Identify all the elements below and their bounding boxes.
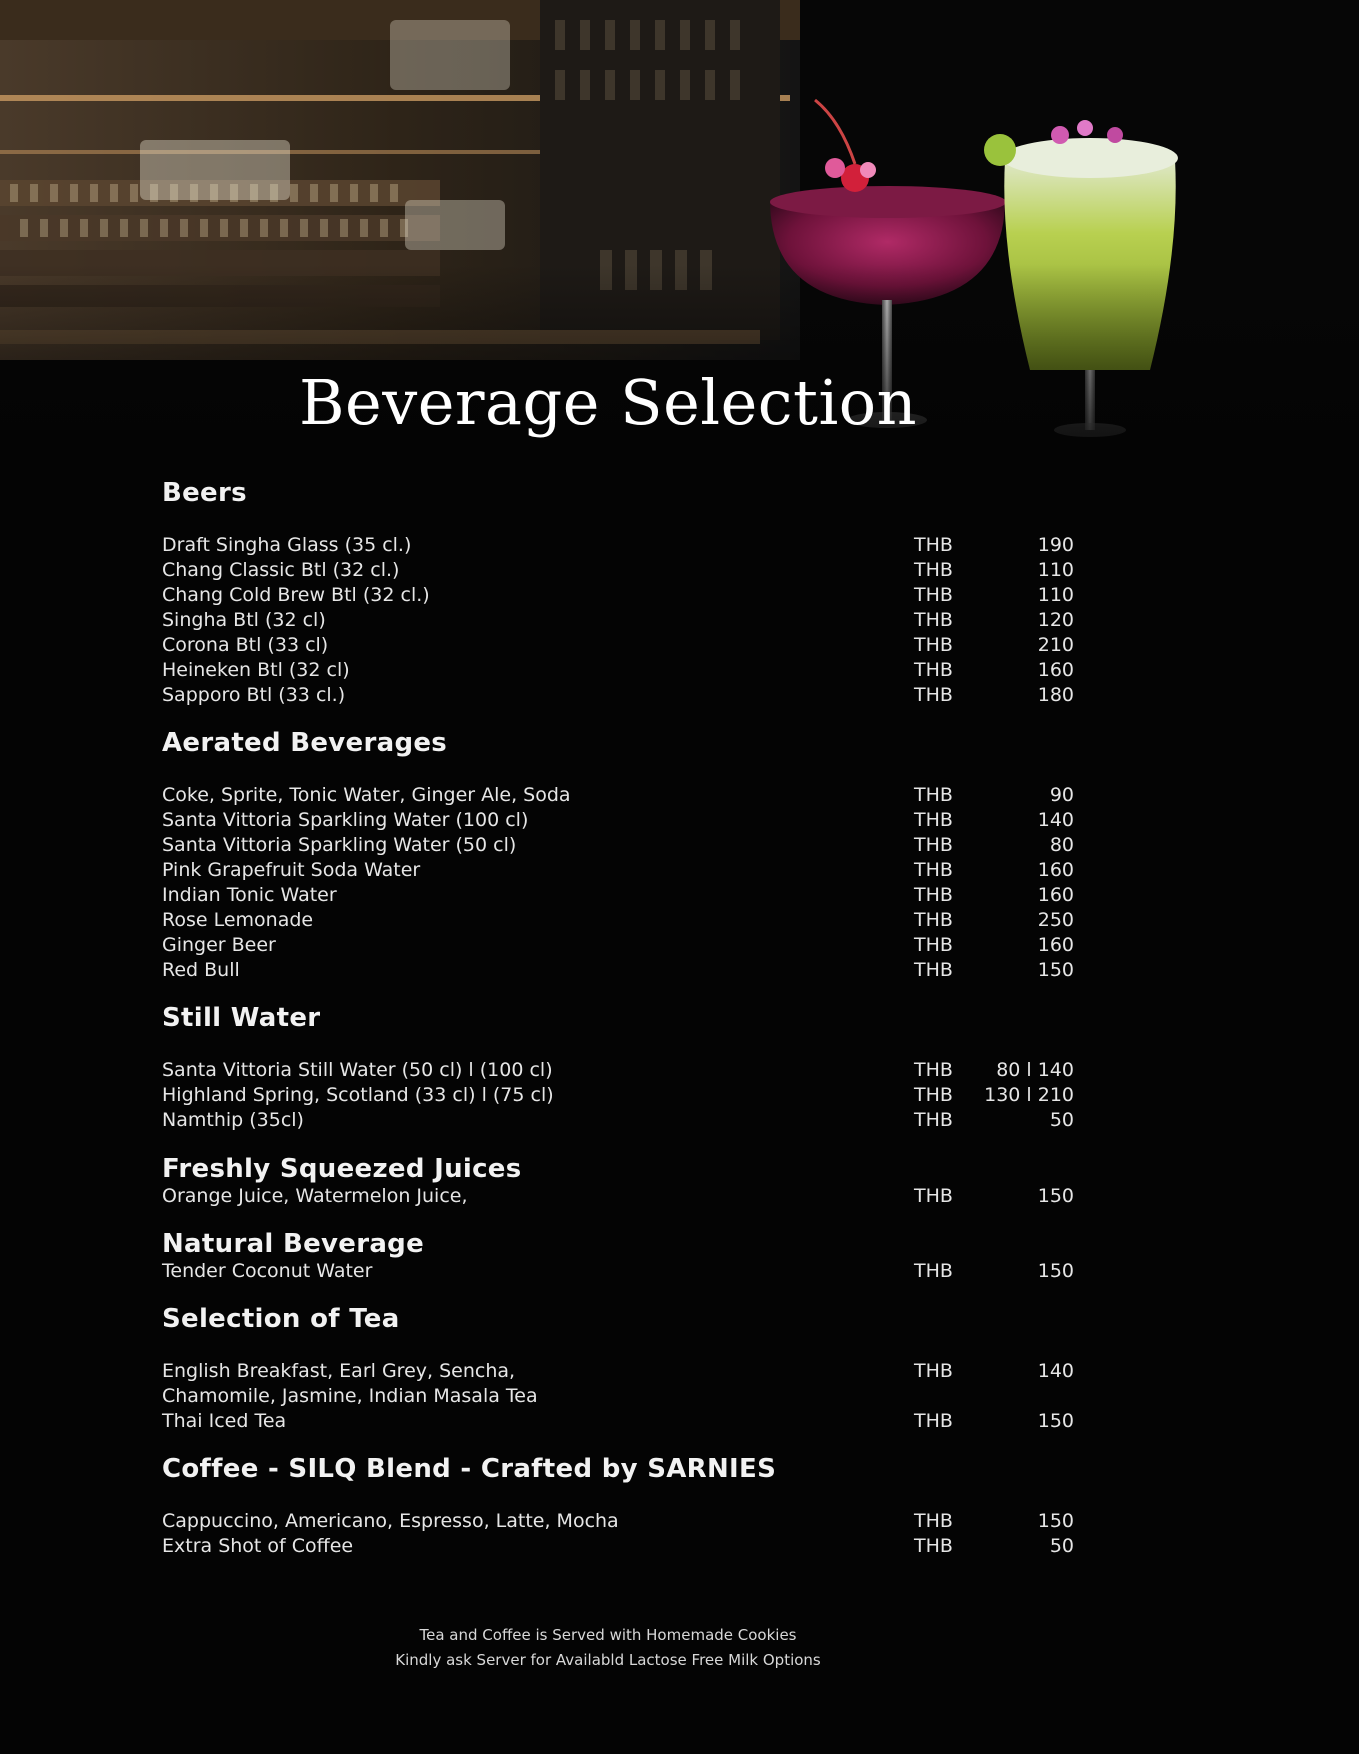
item-price: 250 [1037, 909, 1074, 931]
list-item [162, 1509, 1074, 1534]
item-currency: THB [914, 859, 953, 881]
item-currency: THB [914, 534, 953, 556]
section-coffee [162, 1451, 1074, 1557]
list-item [162, 808, 1074, 833]
item-name: Rose Lemonade [162, 909, 314, 931]
item-price: 140 [1037, 809, 1074, 831]
item-currency: THB [914, 559, 953, 581]
item-name: Extra Shot of Coffee [162, 1535, 354, 1557]
item-price: 160 [1037, 659, 1074, 681]
item-currency: THB [914, 784, 953, 806]
item-name: Highland Spring, Scotland (33 cl) l (75 cl) [162, 1084, 554, 1106]
item-currency: THB [914, 959, 953, 981]
item-price: 150 [1037, 1510, 1074, 1532]
section-heading: Coffee - SILQ Blend - Crafted by SARNIES [162, 1454, 777, 1484]
list-item [162, 958, 1074, 983]
list-item [162, 908, 1074, 933]
list-item [162, 783, 1074, 808]
list-item [162, 833, 1074, 858]
item-name: English Breakfast, Earl Grey, Sencha, [162, 1360, 516, 1382]
item-currency: THB [914, 809, 953, 831]
section-heading: Still Water [162, 1003, 321, 1033]
item-name: Santa Vittoria Sparkling Water (50 cl) [162, 834, 517, 856]
list-item [162, 608, 1074, 633]
item-name: Indian Tonic Water [162, 884, 337, 906]
item-price: 150 [1037, 1185, 1074, 1207]
list-item [162, 1259, 1074, 1284]
section-heading: Aerated Beverages [162, 728, 448, 758]
item-currency: THB [914, 934, 953, 956]
section-heading: Selection of Tea [162, 1304, 400, 1334]
item-currency: THB [914, 659, 953, 681]
item-currency: THB [914, 884, 953, 906]
list-item [162, 533, 1074, 558]
item-price: 150 [1037, 1260, 1074, 1282]
item-currency: THB [914, 1510, 953, 1532]
item-name: Namthip (35cl) [162, 1109, 304, 1131]
section-heading: Beers [162, 478, 247, 508]
item-name: Coke, Sprite, Tonic Water, Ginger Ale, Soda [162, 784, 571, 806]
footer-note-cookies: Tea and Coffee is Served with Homemade Cookies [419, 1626, 797, 1644]
section-heading: Natural Beverage [162, 1229, 425, 1259]
list-item [162, 858, 1074, 883]
list-item [162, 933, 1074, 958]
item-price: 190 [1037, 534, 1074, 556]
item-price: 180 [1037, 684, 1074, 706]
list-item [162, 633, 1074, 658]
item-name: Heineken Btl (32 cl) [162, 659, 350, 681]
item-currency: THB [914, 684, 953, 706]
item-name: Chang Cold Brew Btl (32 cl.) [162, 584, 430, 606]
item-price: 50 [1049, 1535, 1074, 1557]
list-item [162, 583, 1074, 608]
item-name: Pink Grapefruit Soda Water [162, 859, 421, 881]
item-price: 210 [1037, 634, 1074, 656]
item-name: Chang Classic Btl (32 cl.) [162, 559, 400, 581]
item-name: Orange Juice, Watermelon Juice, [162, 1185, 468, 1207]
list-item [162, 1534, 1074, 1559]
item-currency: THB [914, 609, 953, 631]
list-item [162, 558, 1074, 583]
item-currency: THB [914, 834, 953, 856]
list-item [162, 883, 1074, 908]
item-price: 110 [1037, 584, 1074, 606]
item-price: 160 [1037, 934, 1074, 956]
item-name: Corona Btl (33 cl) [162, 634, 329, 656]
item-name: Sapporo Btl (33 cl.) [162, 684, 346, 706]
item-currency: THB [914, 1410, 953, 1432]
item-price: 90 [1049, 784, 1074, 806]
item-currency: THB [914, 909, 953, 931]
item-name: Cappuccino, Americano, Espresso, Latte, Mocha [162, 1510, 619, 1532]
list-item [162, 1359, 1074, 1384]
item-currency: THB [914, 584, 953, 606]
item-name: Santa Vittoria Sparkling Water (100 cl) [162, 809, 529, 831]
list-item [162, 1058, 1074, 1083]
item-name: Santa Vittoria Still Water (50 cl) l (100 cl) [162, 1059, 553, 1081]
item-name: Thai Iced Tea [162, 1410, 287, 1432]
section-aerated-beverages [162, 725, 1074, 981]
item-price: 80 l 140 [996, 1059, 1074, 1081]
section-selection-of-tea [162, 1301, 1074, 1432]
item-currency: THB [914, 1109, 953, 1131]
item-price: 150 [1037, 1410, 1074, 1432]
page-title: Beverage Selection [298, 366, 918, 439]
list-item [162, 1184, 1074, 1209]
item-price: 130 l 210 [984, 1084, 1074, 1106]
item-currency: THB [914, 634, 953, 656]
item-price: 120 [1037, 609, 1074, 631]
item-price: 150 [1037, 959, 1074, 981]
section-heading: Freshly Squeezed Juices [162, 1154, 522, 1184]
section-beers [162, 475, 1074, 706]
section-natural-beverage [162, 1226, 1074, 1282]
section-freshly-squeezed-juices [162, 1151, 1074, 1207]
item-currency: THB [914, 1535, 953, 1557]
item-price: 160 [1037, 859, 1074, 881]
list-item [162, 658, 1074, 683]
item-currency: THB [914, 1185, 953, 1207]
item-name: Red Bull [162, 959, 240, 981]
item-price: 50 [1049, 1109, 1074, 1131]
section-still-water [162, 1000, 1074, 1131]
item-name-line2: Chamomile, Jasmine, Indian Masala Tea [162, 1385, 538, 1407]
item-name: Ginger Beer [162, 934, 276, 956]
list-item [162, 1409, 1074, 1434]
item-price: 140 [1037, 1360, 1074, 1382]
footer-note-lactose-free: Kindly ask Server for Availabld Lactose Free Milk Options [395, 1651, 821, 1669]
item-name: Tender Coconut Water [162, 1260, 373, 1282]
item-name: Singha Btl (32 cl) [162, 609, 326, 631]
item-currency: THB [914, 1059, 953, 1081]
item-currency: THB [914, 1360, 953, 1382]
item-name: Draft Singha Glass (35 cl.) [162, 534, 412, 556]
list-item [162, 1083, 1074, 1108]
item-currency: THB [914, 1084, 953, 1106]
item-price: 110 [1037, 559, 1074, 581]
item-price: 160 [1037, 884, 1074, 906]
list-item [162, 683, 1074, 708]
item-currency: THB [914, 1260, 953, 1282]
list-item [162, 1108, 1074, 1133]
item-price: 80 [1049, 834, 1074, 856]
